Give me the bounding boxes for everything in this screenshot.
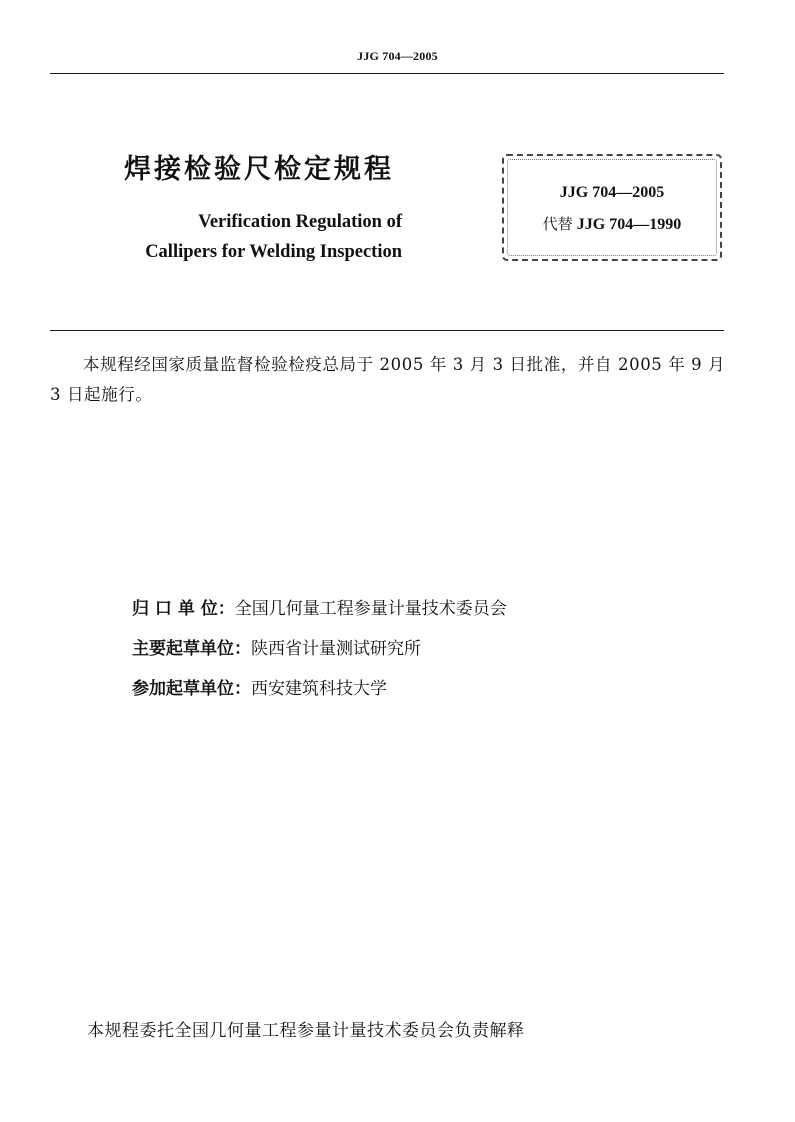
title-english-line-1: Verification Regulation of <box>198 212 402 232</box>
standard-code-box <box>502 154 722 261</box>
unit-label: 参加起草单位： <box>132 679 251 699</box>
approval-paragraph: 本规程经国家质量监督检验检疫总局于 2005 年 3 月 3 日批准，并自 2005 年 9 月 3 日起施行。 <box>50 355 726 404</box>
unit-label: 归 口 单 位： <box>132 599 235 619</box>
replaced-standard-code: JJG 704—1990 <box>576 216 682 233</box>
interpretation-note: 本规程委托全国几何量工程参量计量技术委员会负责解释 <box>87 1021 525 1041</box>
unit-label: 主要起草单位： <box>132 639 251 659</box>
replaces-line <box>504 213 720 234</box>
unit-value: 陕西省计量测试研究所 <box>251 639 421 659</box>
unit-row-participating-drafter <box>132 674 387 699</box>
replaces-prefix: 代替 <box>542 215 573 233</box>
header-standard-code: JJG 704—2005 <box>357 49 438 63</box>
title-chinese: 焊接检验尺检定规程 <box>124 154 394 185</box>
title-english-line-2: Callipers for Welding Inspection <box>145 242 402 262</box>
unit-row-main-drafter <box>132 634 421 659</box>
unit-value: 西安建筑科技大学 <box>251 679 387 699</box>
standard-code-box-border <box>507 159 717 256</box>
standard-code: JJG 704—2005 <box>559 184 665 201</box>
unit-value: 全国几何量工程参量计量技术委员会 <box>234 599 507 619</box>
unit-row-centralized <box>132 594 507 619</box>
header-rule <box>50 73 724 74</box>
title-section-rule <box>50 330 724 331</box>
